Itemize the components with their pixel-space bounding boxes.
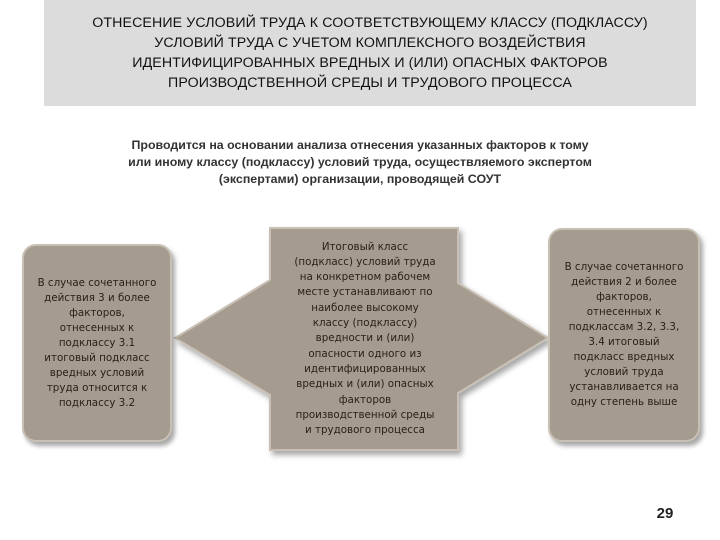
slide-title: ОТНЕСЕНИЕ УСЛОВИЙ ТРУДА К СООТВЕТСТВУЮЩЕМУ КЛАССУ (ПОДКЛАССУ) УСЛОВИЙ ТРУДА С УЧЕТОМ КОМПЛЕКСНОГО ВОЗДЕЙСТВИЯ ИДЕНТИФИЦИРОВАННЫХ ВРЕДНЫХ И (ИЛИ) ОПАСНЫХ ФАКТОРОВ ПРОИЗВОДСТВЕННОЙ СРЕДЫ И ТРУДОВОГО ПРОЦЕССА (92, 15, 648, 91)
page-number: 29 (656, 505, 674, 522)
right-condition-box (548, 228, 700, 442)
left-condition-text: В случае сочетанного действия 3 и более факторов, отнесенных к подклассу 3.1 итоговый подкласс вредных условий труда относится к подклассу 3.2 (37, 276, 157, 409)
center-arrow-text: Итоговый класс (подкласс) условий труда на конкретном рабочем месте устанавливают по наиболее высокому классу (подклассу) вредности и (или) опасности одного из идентифицированных вредных и (или) опасных факторов производственной среды и трудового процесса (294, 240, 436, 437)
left-condition-box (22, 244, 172, 442)
right-condition-text: В случае сочетанного действия 2 и более факторов, отнесенных к подклассам 3.2, 3.3, 3.4 итоговый подкласс вредных условий труда устанавливается на одну степень выше (564, 261, 684, 408)
intro-text: Проводится на основании анализа отнесения указанных факторов к тому или иному классу (подклассу) условий труда, осуществляемого экспертом (экспертами) организации, проводящей СОУТ (128, 138, 592, 186)
